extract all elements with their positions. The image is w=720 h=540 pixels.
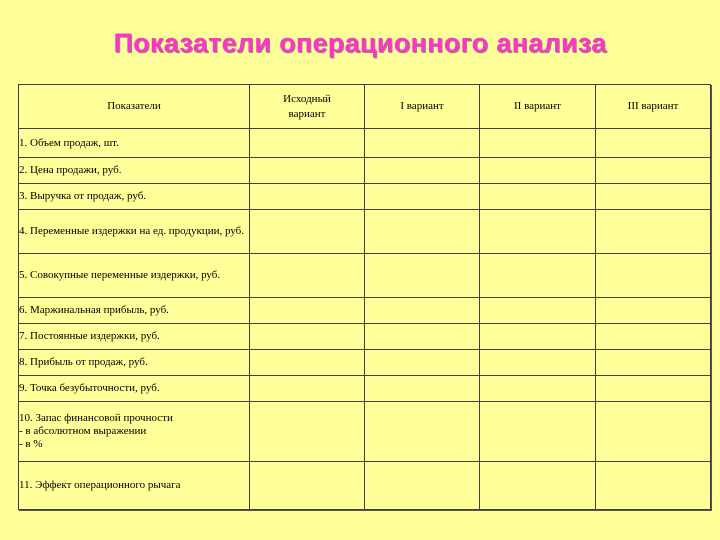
- table-row: [19, 462, 711, 510]
- header-base-variant: [250, 85, 365, 129]
- table-cell: [480, 324, 596, 350]
- table-cell: [596, 129, 711, 158]
- table-cell: [480, 129, 596, 158]
- header-indicators: Показатели: [19, 85, 250, 129]
- table-row: [19, 376, 711, 402]
- table-cell: [250, 462, 365, 510]
- table-cell: [365, 129, 480, 158]
- table-cell: [596, 350, 711, 376]
- table-cell: [596, 462, 711, 510]
- table-cell: [365, 210, 480, 254]
- header-variant-1: I вариант: [365, 85, 480, 129]
- table-cell: [480, 184, 596, 210]
- table-cell: [596, 376, 711, 402]
- table-cell: [250, 402, 365, 462]
- table-cell: [365, 402, 480, 462]
- table-cell: [365, 184, 480, 210]
- table-row: [19, 129, 711, 158]
- table-cell: [480, 254, 596, 298]
- table-cell: [365, 350, 480, 376]
- table-cell: [250, 129, 365, 158]
- table-cell: [365, 298, 480, 324]
- table-cell: [596, 298, 711, 324]
- header-base-variant-label: Исходный вариант: [283, 92, 331, 120]
- table-cell: [365, 158, 480, 184]
- table-cell: [596, 402, 711, 462]
- row-label: 9. Точка безубыточности, руб.: [19, 376, 250, 402]
- table-row: [19, 402, 711, 462]
- table-cell: [596, 184, 711, 210]
- table-row: [19, 254, 711, 298]
- table-cell: [480, 402, 596, 462]
- page-title: Показатели операционного анализа: [113, 28, 607, 58]
- table-cell: [250, 350, 365, 376]
- row-label: 11. Эффект операционного рычага: [19, 462, 250, 510]
- table-cell: [596, 210, 711, 254]
- row-label: 7. Постоянные издержки, руб.: [19, 324, 250, 350]
- table-row: [19, 158, 711, 184]
- table-cell: [365, 376, 480, 402]
- row-label: 6. Маржинальная прибыль, руб.: [19, 298, 250, 324]
- row-label: 2. Цена продажи, руб.: [19, 158, 250, 184]
- table-cell: [365, 254, 480, 298]
- row-label: 5. Совокупные переменные издержки, руб.: [19, 254, 250, 298]
- table-cell: [480, 210, 596, 254]
- table-row: [19, 350, 711, 376]
- table-cell: [596, 324, 711, 350]
- table-cell: [480, 158, 596, 184]
- table-cell: [480, 376, 596, 402]
- table-cell: [250, 184, 365, 210]
- operational-analysis-table: [18, 84, 711, 510]
- table-row: [19, 184, 711, 210]
- row-label: 4. Переменные издержки на ед. продукции, руб.: [19, 210, 250, 254]
- table-cell: [250, 254, 365, 298]
- row-label-line: - в абсолютном выражении: [19, 425, 147, 437]
- table-row: [19, 210, 711, 254]
- row-label-financial-safety-margin: [19, 402, 250, 462]
- row-label: 1. Объем продаж, шт.: [19, 129, 250, 158]
- table-cell: [480, 298, 596, 324]
- table-cell: [250, 324, 365, 350]
- header-variant-2: II вариант: [480, 85, 596, 129]
- table-row: [19, 324, 711, 350]
- row-label-line: - в %: [19, 438, 43, 450]
- table-header-row: [19, 85, 711, 129]
- header-variant-3: III вариант: [596, 85, 711, 129]
- row-label: 8. Прибыль от продаж, руб.: [19, 350, 250, 376]
- table-cell: [365, 462, 480, 510]
- table-cell: [480, 350, 596, 376]
- table-cell: [596, 158, 711, 184]
- table-cell: [250, 298, 365, 324]
- row-label: 3. Выручка от продаж, руб.: [19, 184, 250, 210]
- table-cell: [250, 210, 365, 254]
- table-cell: [365, 324, 480, 350]
- table-cell: [250, 158, 365, 184]
- table-cell: [596, 254, 711, 298]
- table-cell: [250, 376, 365, 402]
- table-cell: [480, 462, 596, 510]
- row-label-line: 10. Запас финансовой прочности: [19, 412, 173, 424]
- table-row: [19, 298, 711, 324]
